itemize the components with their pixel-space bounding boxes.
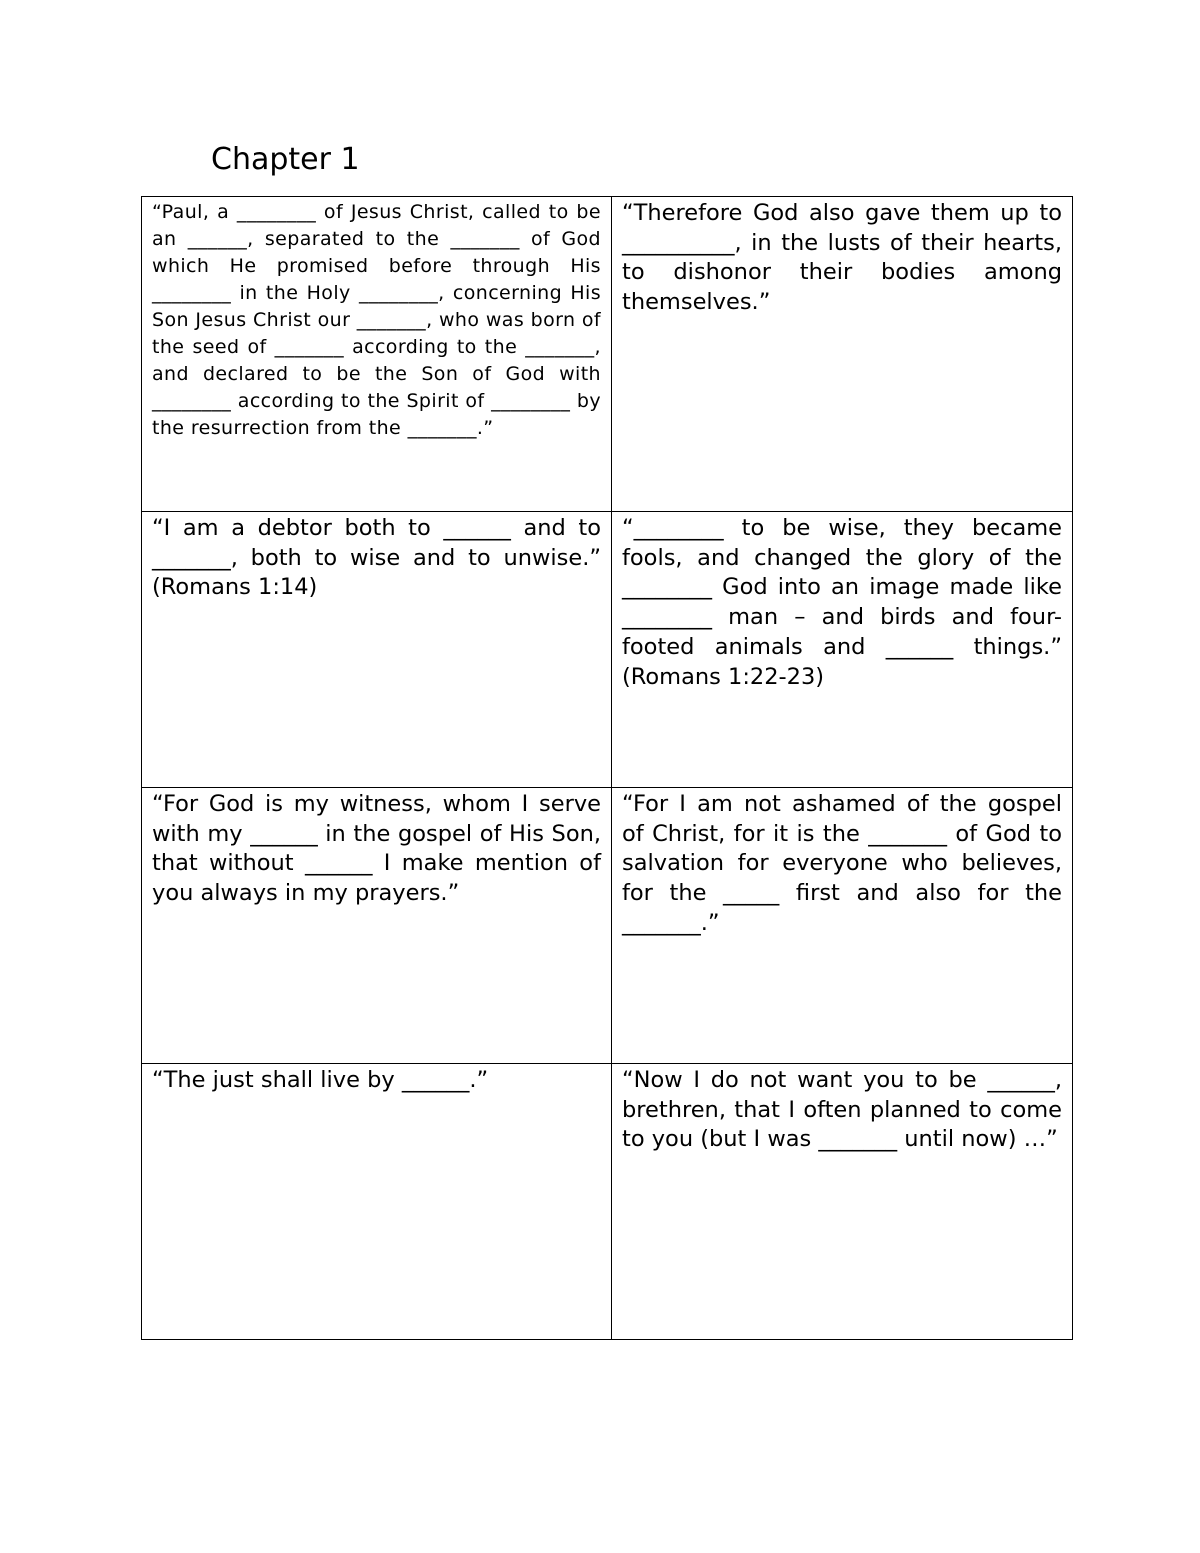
table-row [142,197,1073,512]
verse-card-grid [141,196,1073,1340]
verse-card: “For I am not ashamed of the gospel of Christ, for it is the _______ of God to salvation for everyone who believes, for the _____ first and also for the _______.” [612,788,1073,1064]
verse-card: “________ to be wise, they became fools, and changed the glory of the ________ God into an image made like ________ man – and birds and four-footed animals and ______ things.” (Romans 1:22-23) [612,512,1073,788]
verse-card: “Therefore God also gave them up to __________, in the lusts of their hearts, to dishonor their bodies among themselves.” [612,197,1073,512]
table-row [142,1064,1073,1340]
verse-card: “Now I do not want you to be ______, brethren, that I often planned to come to you (but I was _______ until now) …” [612,1064,1073,1340]
table-row [142,512,1073,788]
verse-card: “I am a debtor both to ______ and to _______, both to wise and to unwise.” (Romans 1:14) [142,512,612,788]
page-title: Chapter 1 [211,142,360,177]
verse-card: “The just shall live by ______.” [142,1064,612,1340]
table-row [142,788,1073,1064]
verse-card: “Paul, a ________ of Jesus Christ, called to be an ______, separated to the _______ of God which He promised before through His ________ in the Holy ________, concerning His Son Jesus Christ our _______, who was born of the seed of _______ according to the _______, and declared to be the Son of God with ________ according to the Spirit of ________ by the resurrection from the _______.” [142,197,612,512]
verse-card: “For God is my witness, whom I serve with my ______ in the gospel of His Son, that without ______ I make mention of you always in my prayers.” [142,788,612,1064]
